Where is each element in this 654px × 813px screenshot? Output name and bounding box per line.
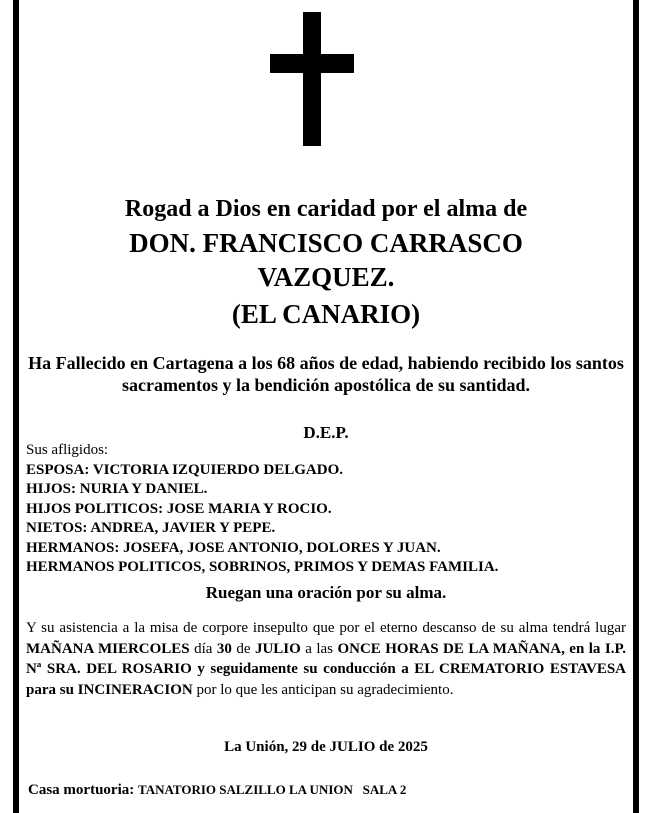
funeral-home [28,780,406,800]
family-list [26,441,626,578]
mass-text: por lo que les anticipan su agradecimiento. [192,681,454,698]
family-line: HERMANOS: JOSEFA, JOSE ANTONIO, DOLORES Y JUAN. [26,539,441,556]
funeral-home-label: Casa mortuoria: [28,782,138,798]
funeral-home-value: TANATORIO SALZILLO LA UNION SALA 2 [137,782,407,797]
dep-heading: D.E.P. [303,423,349,442]
cross-vertical-bar [303,12,321,146]
family-line: HIJOS POLITICOS: JOSE MARIA Y ROCIO. [26,500,332,517]
mass-text: Y su asistencia a la misa de corpore insepulto que por el eterno descanso de su alma tendrá lugar [26,620,626,636]
mass-date-number: 30 [216,640,232,657]
date-line: La Unión, 29 de JULIO de 2025 [224,739,428,755]
deceased-nickname: (EL CANARIO) [231,299,421,329]
deceased-name-line1: DON. FRANCISCO CARRASCO [129,228,523,258]
mass-time-place: ONCE HORAS DE LA MAÑANA, en la I.P. Nª SRA. DEL ROSARIO y seguidamente su conducción a EL CREMATORIO ESTAVESA para su INCINERACION [26,640,626,698]
family-line: NIETOS: ANDREA, JAVIER Y PEPE. [26,520,276,536]
intro-text: Rogad a Dios en caridad por el alma de [124,196,528,222]
mass-text: día [189,640,217,657]
deceased-name-line2: VAZQUEZ. [257,262,395,292]
mass-day: MAÑANA MIERCOLES [26,640,190,657]
mass-text: a las [300,640,338,657]
prayer-request: Ruegan una oración por su alma. [205,583,447,602]
death-notice: Ha Fallecido en Cartagena a los 68 años de edad, habiendo recibido los santos sacramentos y la bendición apostólica de su santidad. [28,353,624,395]
family-line: HIJOS: NURIA Y DANIEL. [26,481,208,497]
family-label: Sus afligidos: [26,442,109,458]
family-line: ESPOSA: VICTORIA IZQUIERDO DELGADO. [26,461,344,478]
mass-announcement [26,618,626,700]
deceased-name [19,226,633,294]
mass-month: JULIO [254,640,301,657]
family-line: HERMANOS POLITICOS, SOBRINOS, PRIMOS Y DEMAS FAMILIA. [26,559,499,575]
cross-icon [270,12,354,146]
mass-text: de [231,640,255,657]
cross-horizontal-bar [270,54,354,73]
